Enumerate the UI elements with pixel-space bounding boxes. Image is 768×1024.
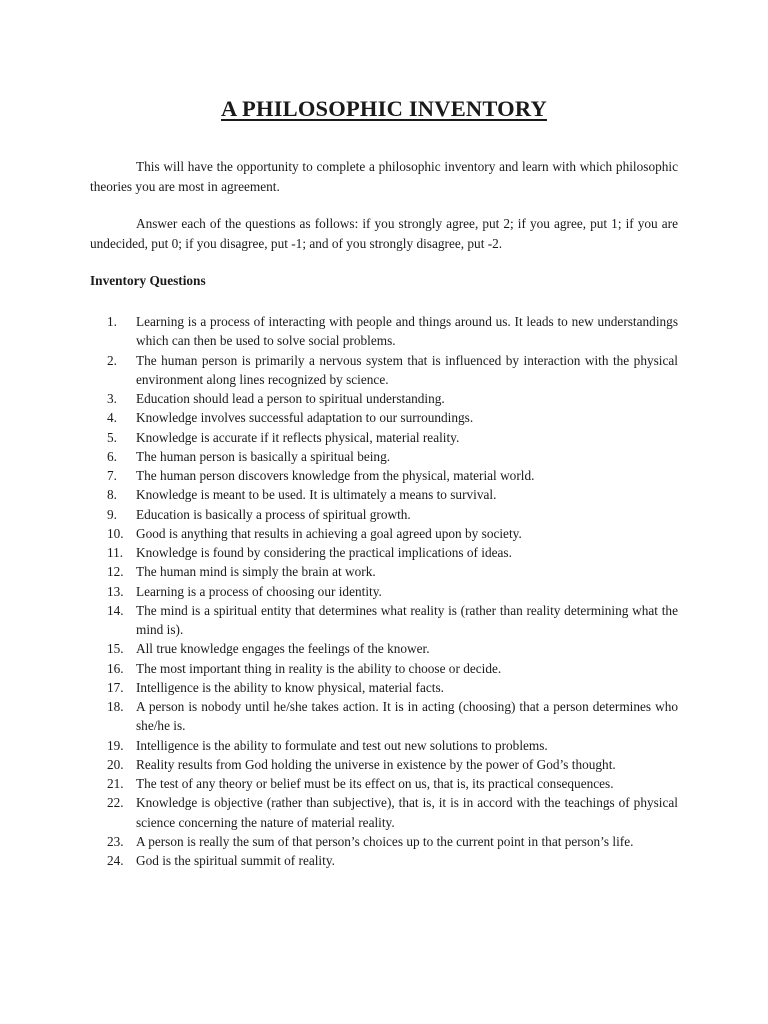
instructions-paragraph: Answer each of the questions as follows: if you strongly agree, put 2; if you agree, put 1; if you are undecided, put 0; if you disagree, put -1; and of you strongly disagree, put -2. — [90, 216, 678, 251]
list-item — [90, 851, 678, 870]
list-item-number: 15. — [107, 641, 124, 657]
list-item — [90, 447, 678, 466]
list-item-number: 6. — [107, 448, 117, 464]
list-item — [90, 832, 678, 851]
list-item-text: Knowledge involves successful adaptation to our surroundings. — [136, 410, 474, 426]
questions-list — [90, 312, 678, 870]
list-item-number: 18. — [107, 699, 124, 714]
list-item-number: 17. — [107, 679, 124, 695]
intro-paragraph: This will have the opportunity to complete a philosophic inventory and learn with which philosophic theories you are most in agreement. — [90, 159, 678, 194]
list-item — [90, 678, 678, 697]
list-item-text: Knowledge is found by considering the practical implications of ideas. — [136, 545, 512, 560]
list-item — [90, 582, 678, 601]
list-item-text: Good is anything that results in achieving a goal agreed upon by society. — [136, 525, 522, 541]
list-item — [90, 351, 678, 390]
list-item — [90, 389, 678, 408]
page-title — [0, 96, 768, 122]
list-item-text: The human person is basically a spiritual being. — [136, 448, 391, 464]
list-item-text: Intelligence is the ability to know physical, material facts. — [136, 679, 444, 695]
list-item-number: 1. — [107, 314, 117, 329]
list-item-number: 11. — [107, 545, 124, 560]
list-item-number: 7. — [107, 468, 117, 483]
list-item — [90, 312, 678, 351]
section-heading: Inventory Questions — [90, 273, 206, 288]
list-item — [90, 466, 678, 485]
list-item — [90, 697, 678, 736]
list-item-number: 2. — [107, 352, 117, 368]
list-item-number: 3. — [107, 391, 117, 406]
list-item — [90, 543, 678, 562]
list-item-number: 9. — [107, 506, 117, 522]
list-item-number: 19. — [107, 737, 124, 753]
list-item-number: 16. — [107, 660, 124, 676]
list-item-number: 5. — [107, 429, 117, 445]
list-item-text: The most important thing in reality is the ability to choose or decide. — [136, 660, 502, 676]
list-item-number: 4. — [107, 410, 117, 426]
list-item-text: A person is nobody until he/she takes action. It is in acting (choosing) that a person determines who she/he is. — [136, 699, 678, 734]
list-item — [90, 562, 678, 581]
list-item — [90, 659, 678, 678]
list-item-text: The human person is primarily a nervous system that is influenced by interaction with the physical environment along lines recognized by science. — [136, 352, 678, 387]
page-title-text: A PHILOSOPHIC INVENTORY — [221, 96, 547, 121]
list-item-text: Education is basically a process of spiritual growth. — [136, 506, 411, 522]
list-item-text: All true knowledge engages the feelings of the knower. — [136, 641, 430, 657]
list-item-text: God is the spiritual summit of reality. — [136, 853, 335, 868]
list-item-number: 13. — [107, 583, 124, 599]
list-item-text: The mind is a spiritual entity that determines what reality is (rather than reality determining what the mind is). — [136, 602, 678, 637]
list-item — [90, 736, 678, 755]
list-item-number: 21. — [107, 776, 124, 791]
list-item — [90, 505, 678, 524]
list-item-number: 14. — [107, 602, 124, 618]
list-item — [90, 774, 678, 793]
list-item-text: A person is really the sum of that person’s choices up to the current point in that person’s life. — [136, 833, 634, 849]
list-item-number: 24. — [107, 853, 124, 868]
list-item-text: Learning is a process of interacting with people and things around us. It leads to new understandings which can then be used to solve social problems. — [136, 314, 678, 349]
list-item-number: 23. — [107, 833, 124, 849]
list-item-text: Education should lead a person to spiritual understanding. — [136, 391, 445, 406]
list-item-text: Intelligence is the ability to formulate and test out new solutions to problems. — [136, 737, 548, 753]
list-item — [90, 793, 678, 832]
list-item — [90, 755, 678, 774]
list-item-text: Knowledge is objective (rather than subjective), that is, it is in accord with the teachings of physical science concerning the nature of material reality. — [136, 795, 678, 830]
list-item-number: 22. — [107, 795, 124, 811]
list-item-text: The test of any theory or belief must be its effect on us, that is, its practical consequences. — [136, 776, 614, 791]
list-item-text: The human mind is simply the brain at work. — [136, 564, 376, 580]
list-item — [90, 601, 678, 640]
list-item-text: Learning is a process of choosing our identity. — [136, 583, 382, 599]
list-item — [90, 639, 678, 658]
list-item-number: 10. — [107, 525, 124, 541]
list-item-text: Knowledge is accurate if it reflects physical, material reality. — [136, 429, 460, 445]
list-item — [90, 485, 678, 504]
list-item-text: The human person discovers knowledge from the physical, material world. — [136, 468, 535, 483]
list-item-number: 12. — [107, 564, 124, 580]
list-item-number: 20. — [107, 756, 124, 772]
list-item — [90, 408, 678, 427]
list-item-text: Reality results from God holding the universe in existence by the power of God’s thought. — [136, 756, 616, 772]
list-item — [90, 524, 678, 543]
list-item — [90, 428, 678, 447]
list-item-number: 8. — [107, 487, 117, 503]
list-item-text: Knowledge is meant to be used. It is ultimately a means to survival. — [136, 487, 497, 503]
